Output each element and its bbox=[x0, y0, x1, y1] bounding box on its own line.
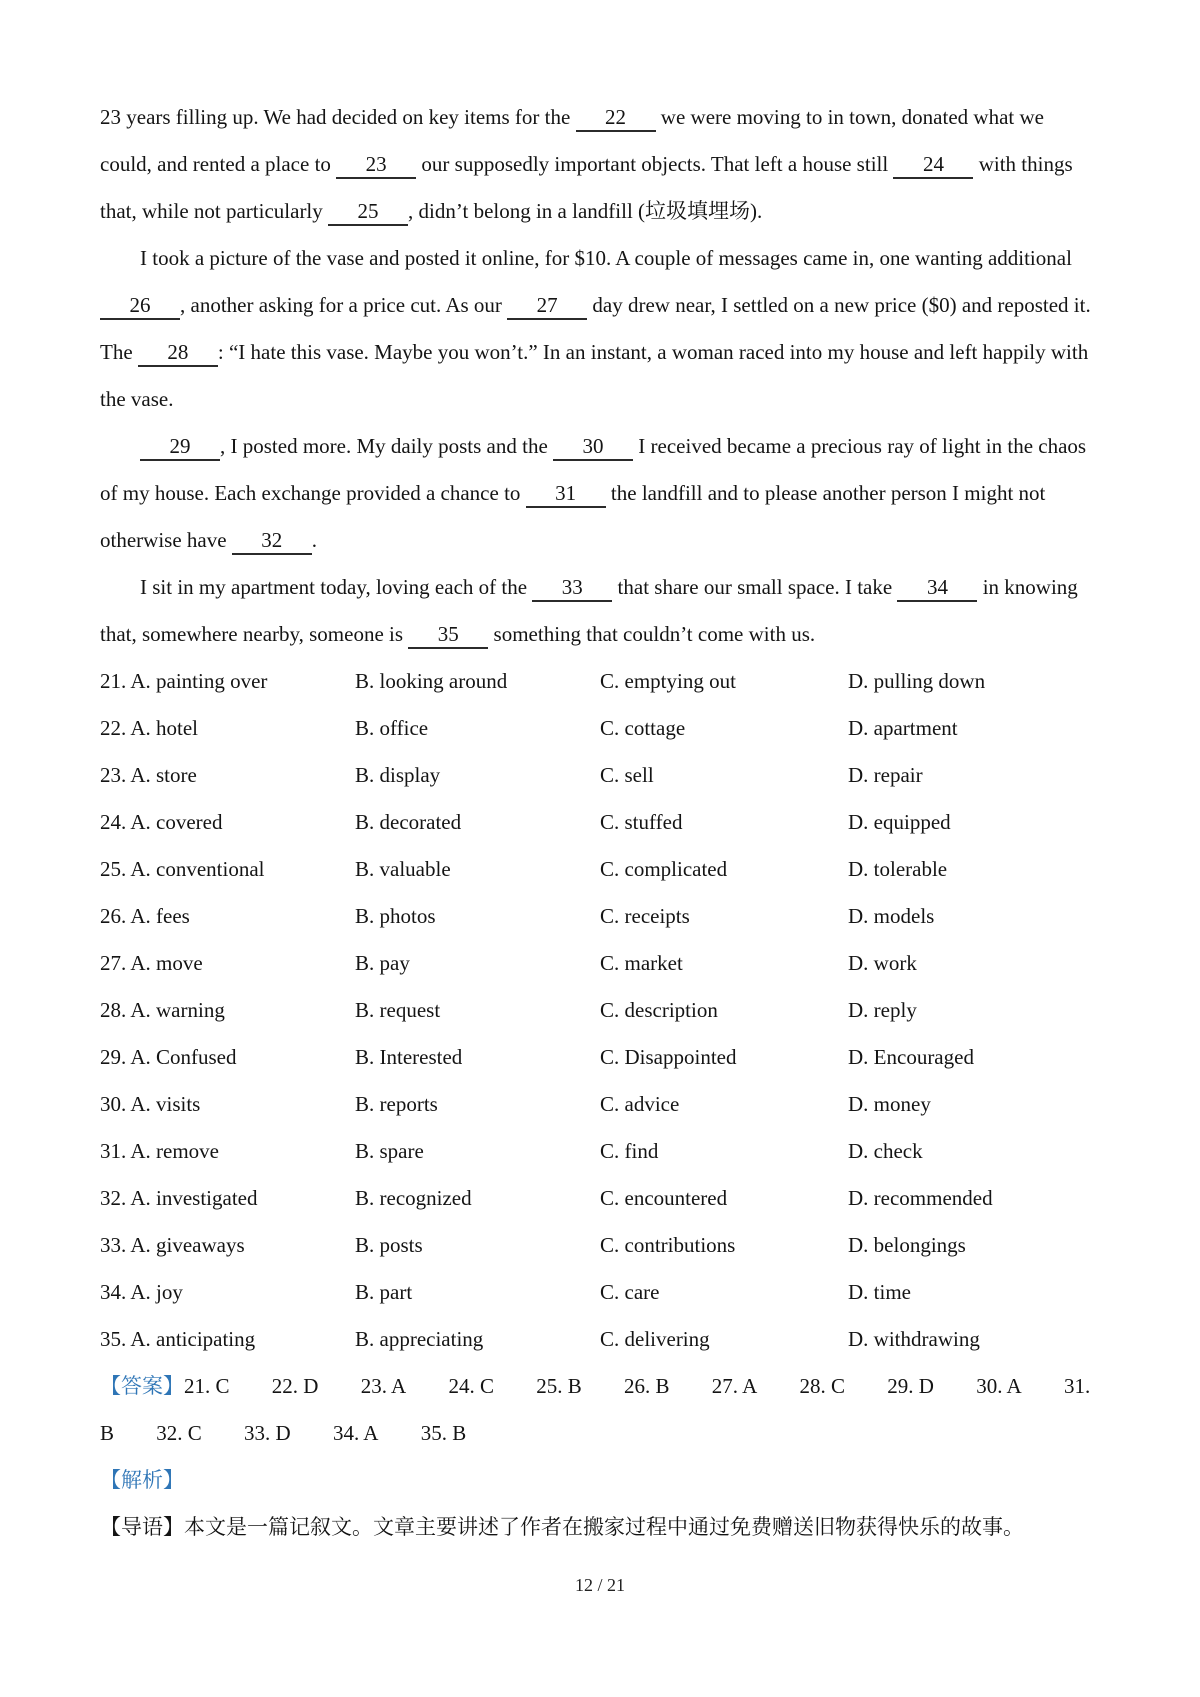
cloze-blank-30: 30 bbox=[553, 433, 633, 461]
intro-text: 本文是一篇记叙文。文章主要讲述了作者在搬家过程中通过免费赠送旧物获得快乐的故事。 bbox=[184, 1515, 1024, 1539]
question-24-option-d: D. equipped bbox=[848, 810, 951, 834]
question-row-27 bbox=[100, 940, 1100, 987]
question-22-option-c: C. cottage bbox=[600, 716, 686, 740]
question-28-option-b: B. request bbox=[355, 998, 441, 1022]
question-26-option-d: D. models bbox=[848, 904, 935, 928]
question-35-option-c: C. delivering bbox=[600, 1327, 710, 1351]
question-32-option-a: 32. A. investigated bbox=[100, 1186, 258, 1210]
answer-entry-32: 32. C bbox=[156, 1421, 202, 1445]
question-34-option-d: D. time bbox=[848, 1280, 911, 1304]
question-22-option-d: D. apartment bbox=[848, 716, 958, 740]
question-27-option-d: D. work bbox=[848, 951, 917, 975]
cloze-blank-33: 33 bbox=[532, 574, 612, 602]
answer-entry-23: 23. A bbox=[360, 1374, 407, 1398]
question-25-option-a: 25. A. conventional bbox=[100, 857, 265, 881]
answer-entry-27: 27. A bbox=[711, 1374, 758, 1398]
question-21-option-a: 21. A. painting over bbox=[100, 669, 268, 693]
question-row-29 bbox=[100, 1034, 1100, 1081]
cloze-blank-35: 35 bbox=[408, 621, 488, 649]
question-31-option-b: B. spare bbox=[355, 1139, 424, 1163]
cloze-blank-31: 31 bbox=[526, 480, 606, 508]
passage-paragraph: 23 years filling up. We had decided on key items for the 22 we were moving to in town, donated what we could, and rented a place to 23 our supposedly important objects. That left a house still 24 with things that, while not particularly 25 , didn’t belong in a landfill (垃圾填埋场). bbox=[100, 94, 1100, 235]
question-row-28 bbox=[100, 987, 1100, 1034]
answer-entry-22: 22. D bbox=[271, 1374, 319, 1398]
questions-list bbox=[100, 658, 1100, 1363]
cloze-blank-26: 26 bbox=[100, 292, 180, 320]
question-29-option-c: C. Disappointed bbox=[600, 1045, 737, 1069]
question-30-option-c: C. advice bbox=[600, 1092, 680, 1116]
intro-line bbox=[100, 1504, 1100, 1551]
cloze-blank-29: 29 bbox=[140, 433, 220, 461]
answer-entry-25: 25. B bbox=[536, 1374, 582, 1398]
answer-key-entries bbox=[100, 1374, 1090, 1445]
question-31-option-d: D. check bbox=[848, 1139, 923, 1163]
passage-paragraph: I sit in my apartment today, loving each of the 33 that share our small space. I take 34 in knowing that, somewhere nearby, someone is 35 something that couldn’t come with us. bbox=[100, 564, 1100, 658]
cloze-blank-34: 34 bbox=[897, 574, 977, 602]
question-32-option-c: C. encountered bbox=[600, 1186, 728, 1210]
question-23-option-d: D. repair bbox=[848, 763, 923, 787]
answer-key-label: 【答案】 bbox=[100, 1374, 184, 1398]
passage-paragraph: 29 , I posted more. My daily posts and the 30 I received became a precious ray of light in the chaos of my house. Each exchange provided a chance to 31 the landfill and to please another person I might not otherwise have 32 . bbox=[100, 423, 1100, 564]
cloze-blank-27: 27 bbox=[507, 292, 587, 320]
question-row-30 bbox=[100, 1081, 1100, 1128]
question-34-option-c: C. care bbox=[600, 1280, 660, 1304]
question-34-option-a: 34. A. joy bbox=[100, 1280, 183, 1304]
answer-entry-28: 28. C bbox=[799, 1374, 846, 1398]
question-row-26 bbox=[100, 893, 1100, 940]
question-31-option-c: C. find bbox=[600, 1139, 659, 1163]
question-21-option-b: B. looking around bbox=[355, 669, 508, 693]
question-35-option-a: 35. A. anticipating bbox=[100, 1327, 256, 1351]
question-28-option-d: D. reply bbox=[848, 998, 917, 1022]
question-23-option-c: C. sell bbox=[600, 763, 654, 787]
passage-paragraph: I took a picture of the vase and posted it online, for $10. A couple of messages came in, one wanting additional 26 , another asking for a price cut. As our 27 day drew near, I settled on a new price ($0) and reposted it. The 28 : “I hate this vase. Maybe you won’t.” In an instant, a woman raced into my house and left happily with the vase. bbox=[100, 246, 1091, 411]
question-row-25 bbox=[100, 846, 1100, 893]
question-25-option-c: C. complicated bbox=[600, 857, 728, 881]
question-33-option-d: D. belongings bbox=[848, 1233, 966, 1257]
question-row-33 bbox=[100, 1222, 1100, 1269]
question-30-option-b: B. reports bbox=[355, 1092, 438, 1116]
question-21-option-c: C. emptying out bbox=[600, 669, 736, 693]
question-row-24 bbox=[100, 799, 1100, 846]
question-24-option-b: B. decorated bbox=[355, 810, 462, 834]
question-27-option-c: C. market bbox=[600, 951, 683, 975]
analysis-label: 【解析】 bbox=[100, 1468, 184, 1492]
question-32-option-d: D. recommended bbox=[848, 1186, 993, 1210]
question-22-option-a: 22. A. hotel bbox=[100, 716, 198, 740]
question-26-option-b: B. photos bbox=[355, 904, 436, 928]
page-content bbox=[100, 94, 1100, 1551]
question-35-option-d: D. withdrawing bbox=[848, 1327, 980, 1351]
question-21-option-d: D. pulling down bbox=[848, 669, 986, 693]
question-35-option-b: B. appreciating bbox=[355, 1327, 484, 1351]
cloze-blank-28: 28 bbox=[138, 339, 218, 367]
question-23-option-b: B. display bbox=[355, 763, 441, 787]
question-25-option-d: D. tolerable bbox=[848, 857, 948, 881]
question-30-option-d: D. money bbox=[848, 1092, 931, 1116]
question-29-option-a: 29. A. Confused bbox=[100, 1045, 237, 1069]
question-30-option-a: 30. A. visits bbox=[100, 1092, 201, 1116]
question-row-31 bbox=[100, 1128, 1100, 1175]
question-24-option-a: 24. A. covered bbox=[100, 810, 223, 834]
answer-entry-35: 35. B bbox=[420, 1421, 467, 1445]
page-number: 12 / 21 bbox=[574, 1575, 625, 1595]
answer-entry-31: 31. B bbox=[100, 1374, 1091, 1445]
answer-entry-26: 26. B bbox=[623, 1374, 670, 1398]
question-33-option-a: 33. A. giveaways bbox=[100, 1233, 245, 1257]
question-29-option-d: D. Encouraged bbox=[848, 1045, 974, 1069]
question-28-option-a: 28. A. warning bbox=[100, 998, 225, 1022]
question-row-32 bbox=[100, 1175, 1100, 1222]
question-row-23 bbox=[100, 752, 1100, 799]
answer-entry-24: 24. C bbox=[448, 1374, 494, 1398]
answer-entry-33: 33. D bbox=[244, 1421, 291, 1445]
question-28-option-c: C. description bbox=[600, 998, 718, 1022]
answer-entry-30: 30. A bbox=[976, 1374, 1022, 1398]
question-33-option-b: B. posts bbox=[355, 1233, 423, 1257]
cloze-blank-32: 32 bbox=[232, 527, 312, 555]
question-24-option-c: C. stuffed bbox=[600, 810, 683, 834]
answer-key-line bbox=[100, 1363, 1100, 1457]
question-34-option-b: B. part bbox=[355, 1280, 413, 1304]
question-23-option-a: 23. A. store bbox=[100, 763, 197, 787]
cloze-blank-25: 25 bbox=[328, 198, 408, 226]
cloze-blank-24: 24 bbox=[893, 151, 973, 179]
question-row-34 bbox=[100, 1269, 1100, 1316]
answer-entry-34: 34. A bbox=[332, 1421, 379, 1445]
cloze-blank-22: 22 bbox=[576, 104, 656, 132]
question-27-option-b: B. pay bbox=[355, 951, 410, 975]
question-25-option-b: B. valuable bbox=[355, 857, 451, 881]
question-32-option-b: B. recognized bbox=[355, 1186, 472, 1210]
analysis-line bbox=[100, 1457, 1100, 1504]
question-row-35 bbox=[100, 1316, 1100, 1363]
question-26-option-a: 26. A. fees bbox=[100, 904, 190, 928]
question-33-option-c: C. contributions bbox=[600, 1233, 736, 1257]
question-29-option-b: B. Interested bbox=[355, 1045, 463, 1069]
question-27-option-a: 27. A. move bbox=[100, 951, 203, 975]
question-31-option-a: 31. A. remove bbox=[100, 1139, 219, 1163]
cloze-passage bbox=[100, 94, 1100, 658]
cloze-blank-23: 23 bbox=[336, 151, 416, 179]
question-22-option-b: B. office bbox=[355, 716, 429, 740]
answer-entry-29: 29. D bbox=[887, 1374, 934, 1398]
question-row-22 bbox=[100, 705, 1100, 752]
answer-entry-21: 21. C bbox=[184, 1374, 230, 1398]
intro-label: 【导语】 bbox=[100, 1515, 184, 1539]
question-26-option-c: C. receipts bbox=[600, 904, 690, 928]
question-row-21 bbox=[100, 658, 1100, 705]
